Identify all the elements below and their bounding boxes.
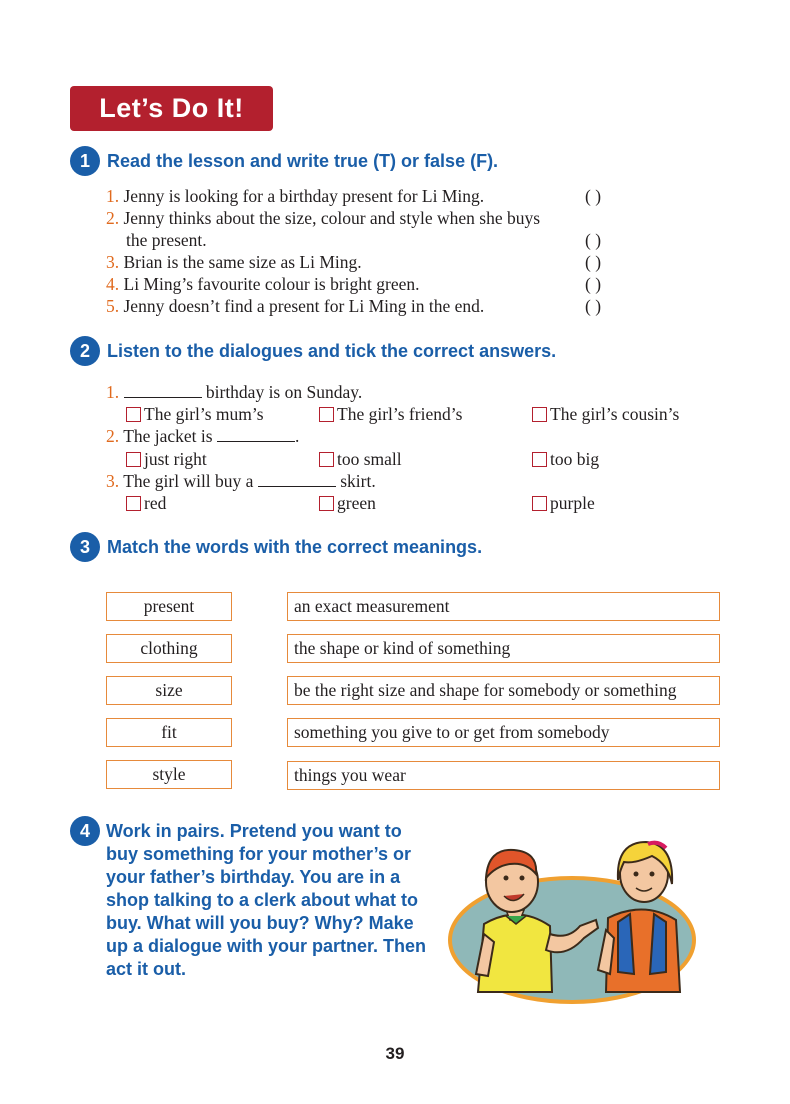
match-word[interactable]: style [106,760,232,789]
blank-line[interactable] [217,427,295,442]
match-meaning[interactable]: things you wear [287,761,720,790]
section-number: 2 [70,336,100,366]
answer-paren[interactable]: ( ) [585,252,602,272]
option-checkbox[interactable] [319,403,462,425]
item-text: Brian is the same size as Li Ming. [123,252,362,272]
listen-q1 [106,381,362,403]
item-number: 1. [106,186,120,206]
item-number: 2. [106,426,120,446]
match-meaning[interactable]: something you give to or get from somebody [287,718,720,747]
option-label: purple [550,493,595,513]
item-number: 2. [106,208,120,228]
match-meaning[interactable]: be the right size and shape for somebody or something [287,676,720,705]
checkbox-icon[interactable] [532,452,547,467]
checkbox-icon[interactable] [532,496,547,511]
question-text: birthday is on Sunday. [205,382,363,402]
listen-q2 [106,425,299,447]
section-number: 1 [70,146,100,176]
option-label: green [337,493,376,513]
option-label: The girl’s mum’s [144,404,264,424]
match-word[interactable]: present [106,592,232,621]
checkbox-icon[interactable] [319,496,334,511]
option-checkbox[interactable] [319,448,402,470]
section-number: 4 [70,816,100,846]
option-checkbox[interactable] [532,492,595,514]
item-text: Jenny doesn’t find a present for Li Ming in the end. [123,296,485,316]
shop-illustration [448,834,700,1004]
question-punct: . [294,426,300,446]
tf-item-5 [106,295,484,317]
option-label: just right [144,449,207,469]
option-checkbox[interactable] [126,403,264,425]
section-title: Listen to the dialogues and tick the correct answers. [107,340,557,361]
item-text: Jenny is looking for a birthday present for Li Ming. [123,186,485,206]
pair-work-instructions: Work in pairs. Pretend you want to buy something for your mother’s or your father’s birthday. You are in a shop talking to a clerk about what to buy. What will you buy? Why? Make up a dialogue with your partner. Then act it out. [106,821,427,979]
page-number: 39 [385,1044,405,1063]
option-label: The girl’s cousin’s [550,404,680,424]
tf-item-2-cont: the present. [126,230,207,250]
tf-item-2 [106,207,540,229]
checkbox-icon[interactable] [126,407,141,422]
section-title: Read the lesson and write true (T) or false (F). [107,150,499,171]
item-number: 3. [106,252,120,272]
item-number: 1. [106,382,120,402]
option-checkbox[interactable] [126,448,207,470]
section-title: Match the words with the correct meanings. [107,536,483,557]
checkbox-icon[interactable] [126,496,141,511]
answer-paren[interactable]: ( ) [585,230,602,250]
match-meaning[interactable]: the shape or kind of something [287,634,720,663]
section-2-header [70,336,556,366]
item-number: 4. [106,274,120,294]
checkbox-icon[interactable] [319,452,334,467]
question-text: The girl will buy a [123,471,254,491]
option-label: too small [337,449,402,469]
option-label: The girl’s friend’s [337,404,463,424]
answer-paren[interactable]: ( ) [585,186,602,206]
match-word[interactable]: clothing [106,634,232,663]
section-1-header [70,146,498,176]
item-text: Jenny thinks about the size, colour and style when she buys [123,208,541,228]
checkbox-icon[interactable] [126,452,141,467]
section-number: 3 [70,532,100,562]
match-word[interactable]: size [106,676,232,705]
blank-line[interactable] [124,383,202,398]
option-label: too big [550,449,600,469]
item-number: 5. [106,296,120,316]
tf-item-4 [106,273,419,295]
tf-item-3 [106,251,362,273]
option-label: red [144,493,167,513]
match-meaning[interactable]: an exact measurement [287,592,720,621]
option-checkbox[interactable] [319,492,376,514]
option-checkbox[interactable] [532,448,599,470]
answer-paren[interactable]: ( ) [585,296,602,316]
item-text: Li Ming’s favourite colour is bright green. [123,274,420,294]
answer-paren[interactable]: ( ) [585,274,602,294]
blank-line[interactable] [258,472,336,487]
match-word[interactable]: fit [106,718,232,747]
option-checkbox[interactable] [126,492,166,514]
lets-do-it-banner: Let’s Do It! [70,86,273,131]
option-checkbox[interactable] [532,403,679,425]
checkbox-icon[interactable] [532,407,547,422]
girl-figure [598,842,680,992]
section-3-header [70,532,482,562]
question-text: The jacket is [123,426,213,446]
listen-q3 [106,470,376,492]
question-text-end: skirt. [340,471,376,491]
item-number: 3. [106,471,120,491]
checkbox-icon[interactable] [319,407,334,422]
tf-item-1 [106,185,484,207]
